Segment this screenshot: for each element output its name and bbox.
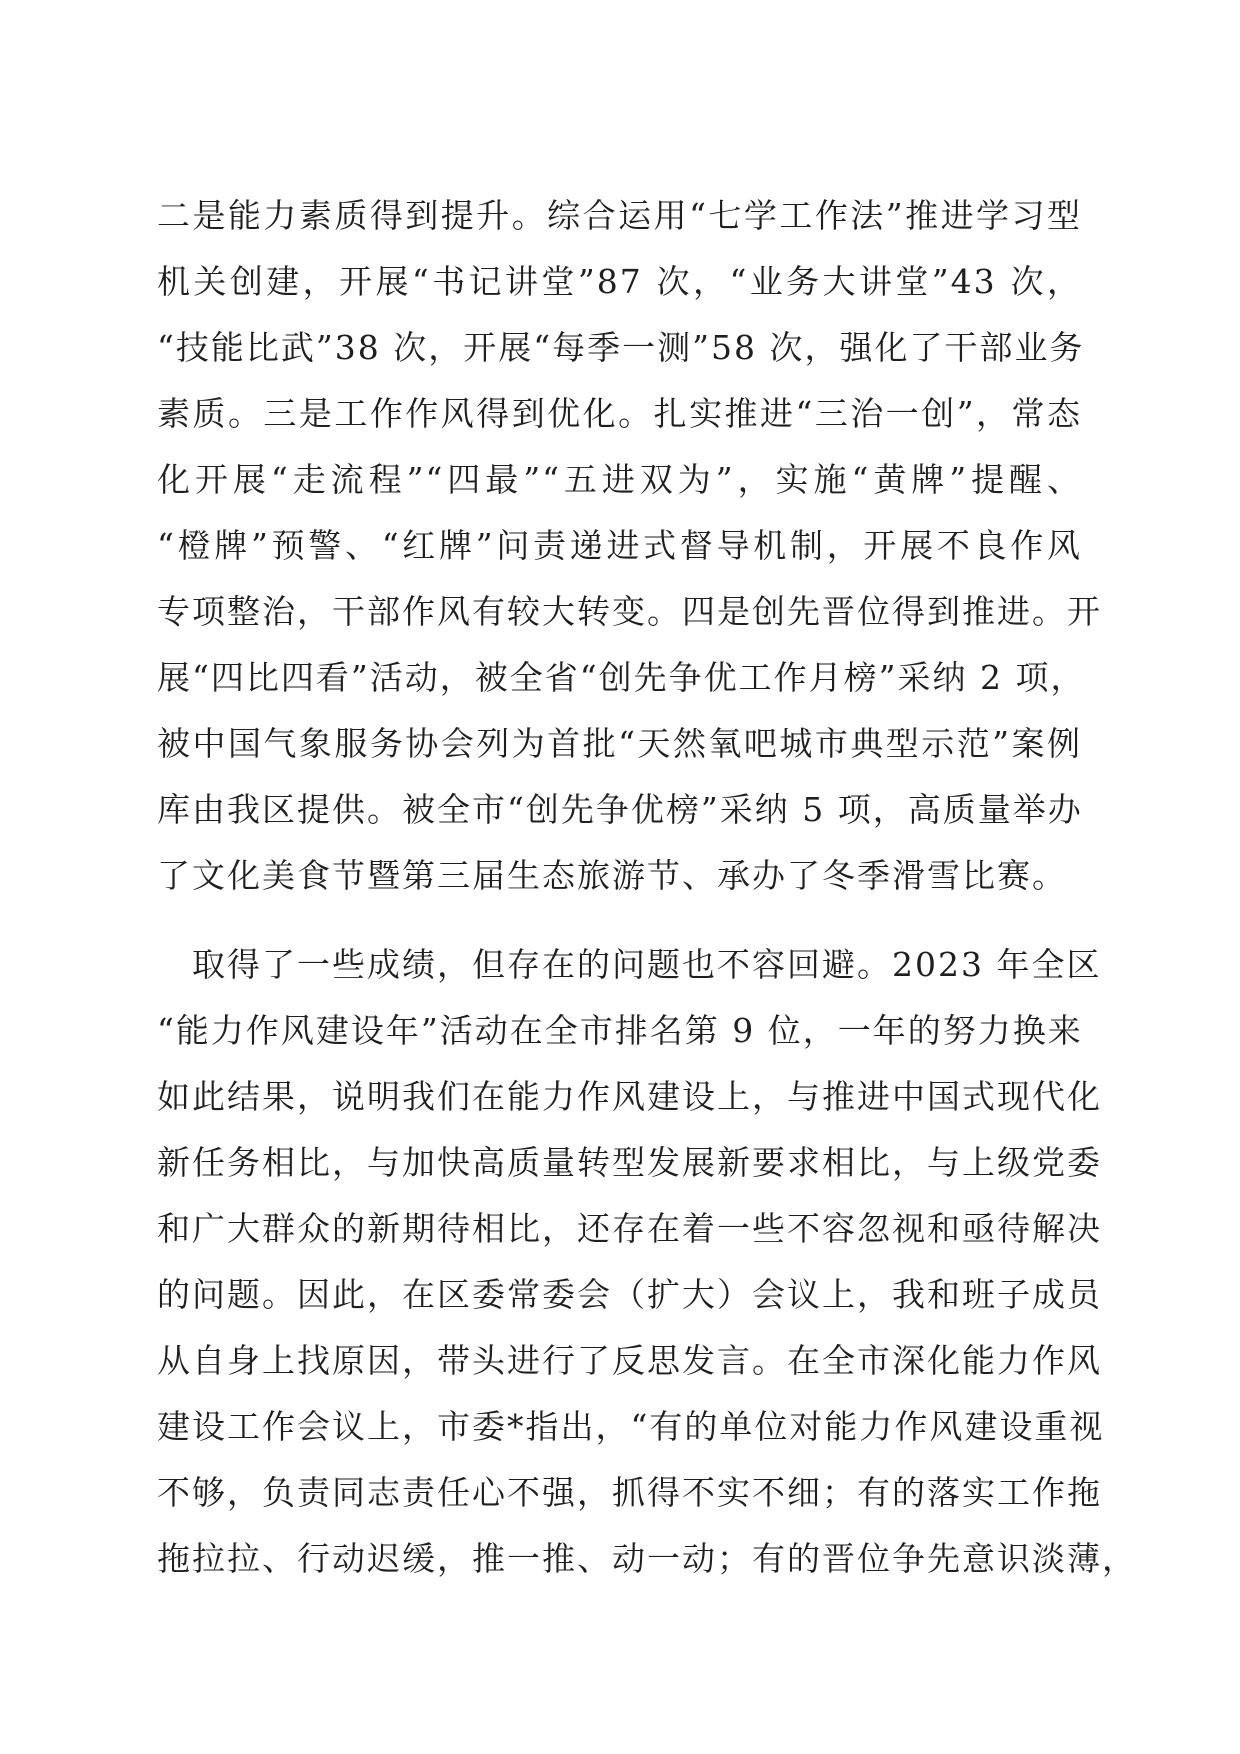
text-line: 二是能力素质得到提升。综合运用“七学工作法”推进学习型 <box>157 196 1082 235</box>
text-line: 被中国气象服务协会列为首批“天然氧吧城市典型示范”案例 <box>157 724 1082 763</box>
text-line: 专项整治，干部作风有较大转变。四是创先晋位得到推进。开 <box>157 592 1102 631</box>
text-line: 新任务相比，与加快高质量转型发展新要求相比，与上级党委 <box>157 1143 1102 1182</box>
paragraph-problems <box>157 932 1137 1592</box>
text-line: 展“四比四看”活动，被全省“创先争优工作月榜”采纳 2 项， <box>157 658 1086 697</box>
text-line: 拖拉拉、行动迟缓，推一推、动一动；有的晋位争先意识淡薄， <box>157 1539 1137 1578</box>
text-line: 机关创建，开展“书记讲堂”87 次，“业务大讲堂”43 次， <box>157 262 1082 301</box>
text-line: 的问题。因此，在区委常委会（扩大）会议上，我和班子成员 <box>157 1275 1102 1314</box>
text-line: 如此结果，说明我们在能力作风建设上，与推进中国式现代化 <box>157 1077 1102 1116</box>
text-line: “橙牌”预警、“红牌”问责递进式督导机制，开展不良作风 <box>157 526 1082 565</box>
text-line: “能力作风建设年”活动在全市排名第 9 位，一年的努力换来 <box>157 1011 1083 1050</box>
text-line: “技能比武”38 次，开展“每季一测”58 次，强化了干部业务 <box>157 328 1085 367</box>
paragraph-ability-results <box>157 183 1102 909</box>
text-line: 素质。三是工作作风得到优化。扎实推进“三治一创”，常态 <box>157 394 1082 433</box>
text-line: 了文化美食节暨第三届生态旅游节、承办了冬季滑雪比赛。 <box>157 856 1067 895</box>
text-line: 库由我区提供。被全市“创先争优榜”采纳 5 项，高质量举办 <box>157 790 1083 829</box>
text-line: 建设工作会议上，市委*指出，“有的单位对能力作风建设重视 <box>157 1407 1105 1446</box>
text-line: 取得了一些成绩，但存在的问题也不容回避。2023 年全区 <box>157 945 1102 984</box>
text-line: 化开展“走流程”“四最”“五进双为”，实施“黄牌”提醒、 <box>157 460 1082 499</box>
text-line: 和广大群众的新期待相比，还存在着一些不容忽视和亟待解决 <box>157 1209 1102 1248</box>
text-line: 不够，负责同志责任心不强，抓得不实不细；有的落实工作拖 <box>157 1473 1102 1512</box>
text-line: 从自身上找原因，带头进行了反思发言。在全市深化能力作风 <box>157 1341 1102 1380</box>
